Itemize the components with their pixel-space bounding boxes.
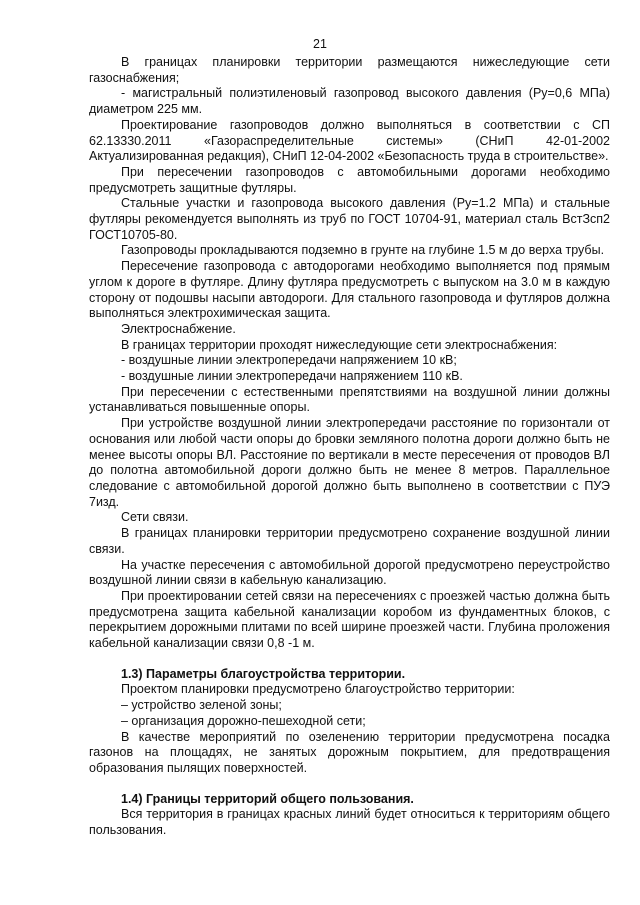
paragraph: Проектом планировки предусмотрено благоустройство территории: [121, 682, 515, 697]
paragraph: Пересечение газопровода с автодорогами необходимо выполняется под прямым углом к дороге в футляре. Длину футляра предусмотреть с выпуском на 3.0 м в каждую сторону от подошвы насыпи автодороги. Для стального газопровода и футляров должна выполняться электрохимическая защита. [89, 259, 610, 321]
paragraph: Стальные участки и газопровода высокого давления (Ру=1.2 МПа) и стальные футляры рекомендуется выполнять из труб по ГОСТ 10704-91, материал сталь ВстЗсп2 ГОСТ10705-80. [89, 196, 610, 242]
paragraph: Сети связи. [121, 510, 189, 525]
paragraph: Электроснабжение. [121, 321, 236, 336]
main-paragraphs [89, 55, 610, 652]
paragraph: В границах территории проходят нижеследующие сети электроснабжения: [121, 337, 558, 352]
paragraph: В качестве мероприятий по озеленению территории предусмотрена посадка газонов на площадях, не занятых дорожным покрытием, для предотвращения образования пылящих поверхностей. [89, 729, 610, 775]
paragraph: На участке пересечения с автомобильной дорогой предусмотрено переустройство воздушной линии связи в кабельную канализацию. [89, 557, 610, 588]
section-1-4-body [89, 807, 610, 838]
paragraph: Газопроводы прокладываются подземно в грунте на глубине 1.5 м до верха трубы. [121, 243, 605, 258]
paragraph: Проектирование газопроводов должно выполняться в соответствии с СП 62.13330.2011 «Газораспределительные системы» (СНиП 42-01-2002 Актуализированная редакция), СНиП 12-04-2002 «Безопасность труда в строительстве». [89, 117, 610, 164]
paragraph: При пересечении газопроводов с автомобильными дорогами необходимо предусмотреть защитные футляры. [89, 164, 610, 195]
paragraph: При пересечении с естественными препятствиями на воздушной линии должны устанавливаться повышенные опоры. [89, 384, 610, 415]
page-content [89, 55, 610, 839]
paragraph: – устройство зеленой зоны; [121, 698, 282, 713]
section-1-3-body [89, 682, 610, 776]
paragraph: - воздушные линии электропередачи напряжением 110 кВ. [121, 369, 463, 384]
section-heading-1-3: 1.3) Параметры благоустройства территории. [121, 666, 406, 681]
page-number: 21 [313, 37, 327, 51]
paragraph: Вся территория в границах красных линий будет относиться к территориям общего пользования. [89, 807, 610, 838]
paragraph: - магистральный полиэтиленовый газопровод высокого давления (Ру=0,6 МПа) диаметром 225 мм. [89, 86, 610, 117]
section-heading-1-4: 1.4) Границы территорий общего пользования. [121, 791, 414, 806]
paragraph: При устройстве воздушной линии электропередачи расстояние по горизонтали от основания или любой части опоры до бровки земляного полотна дороги должно быть не менее высоты опоры ВЛ. Расстояние по вертикали в месте пересечения от проводов ВЛ до полотна автомобильной дороги должно быть не менее 8 метров. Параллельное следование с автомобильной дорогой должно быть выполнено в соответствии с ПУЭ 7изд. [89, 416, 610, 509]
paragraph: В границах планировки территории предусмотрено сохранение воздушной линии связи. [89, 526, 610, 556]
paragraph: При проектировании сетей связи на пересечениях с проезжей частью должна быть предусмотрена защита кабельной канализации коробом из фундаментных блоков, с перекрытием дорожными плитами по всей ширине проезжей части. Глубина проложения кабельной канализации связи 0,8 -1 м. [89, 588, 610, 651]
paragraph: В границах планировки территории размещаются нижеследующие сети газоснабжения; [89, 55, 610, 85]
paragraph: – организация дорожно-пешеходной сети; [121, 713, 366, 728]
paragraph: - воздушные линии электропередачи напряжением 10 кВ; [121, 353, 457, 368]
